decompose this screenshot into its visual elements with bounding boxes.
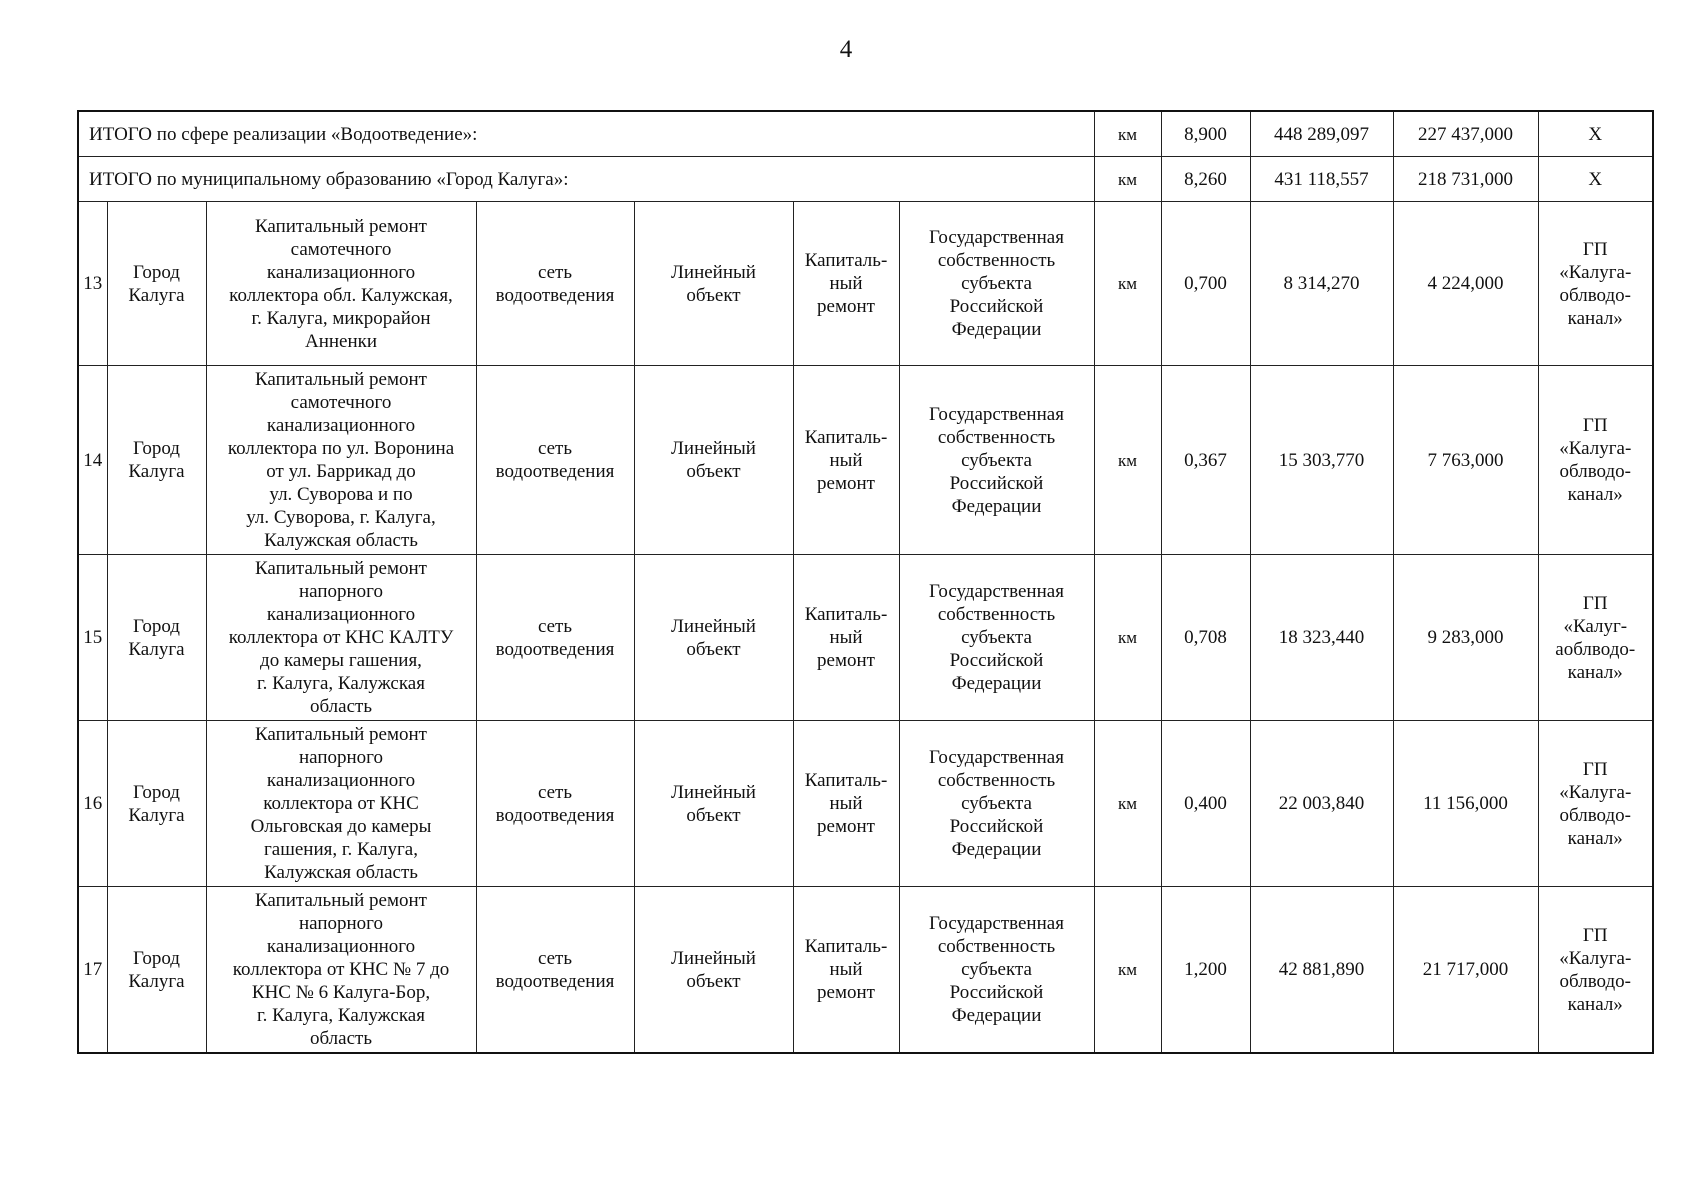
object-name-cell: Капитальный ремонт напорного канализационного коллектора от КНС Ольговская до камеры гашения, г. Калуга, Калужская область (206, 721, 476, 887)
cost2-cell: 227 437,000 (1393, 111, 1538, 157)
executor-cell: ГП «Калуга- облводо- канал» (1538, 721, 1653, 887)
unit-cell: км (1094, 887, 1161, 1054)
executor-cell: ГП «Калуга- облводо- канал» (1538, 887, 1653, 1054)
row-number: 15 (78, 555, 107, 721)
work-type-cell: Капиталь- ный ремонт (793, 555, 899, 721)
total-cost-cell: 448 289,097 (1250, 111, 1393, 157)
total-cost-cell: 42 881,890 (1250, 887, 1393, 1054)
length-cell: 8,900 (1161, 111, 1250, 157)
total-row-kaluga (78, 157, 1653, 202)
network-cell: сеть водоотведения (476, 555, 634, 721)
executor-cell: ГП «Калуга- облводо- канал» (1538, 202, 1653, 366)
length-cell: 8,260 (1161, 157, 1250, 202)
total-cost-cell: 8 314,270 (1250, 202, 1393, 366)
locality-cell: Город Калуга (107, 721, 206, 887)
length-cell: 0,367 (1161, 366, 1250, 555)
cost2-cell: 7 763,000 (1393, 366, 1538, 555)
object-type-cell: Линейный объект (634, 366, 793, 555)
investment-table (77, 110, 1654, 1054)
object-name-cell: Капитальный ремонт самотечного канализационного коллектора по ул. Воронина от ул. Баррикад до ул. Суворова и по ул. Суворова, г. Калуга, Калужская область (206, 366, 476, 555)
table-row (78, 555, 1653, 721)
total-cost-cell: 431 118,557 (1250, 157, 1393, 202)
table-row (78, 366, 1653, 555)
network-cell: сеть водоотведения (476, 202, 634, 366)
mark-cell: Х (1538, 111, 1653, 157)
object-name-cell: Капитальный ремонт самотечного канализационного коллектора обл. Калужская, г. Калуга, микрорайон Анненки (206, 202, 476, 366)
work-type-cell: Капиталь- ный ремонт (793, 721, 899, 887)
total-cost-cell: 18 323,440 (1250, 555, 1393, 721)
ownership-cell: Государственная собственность субъекта Российской Федерации (899, 721, 1094, 887)
cost2-cell: 21 717,000 (1393, 887, 1538, 1054)
table-row (78, 202, 1653, 366)
table-row (78, 887, 1653, 1054)
locality-cell: Город Калуга (107, 555, 206, 721)
locality-cell: Город Калуга (107, 366, 206, 555)
cost2-cell: 4 224,000 (1393, 202, 1538, 366)
length-cell: 0,708 (1161, 555, 1250, 721)
total-label: ИТОГО по сфере реализации «Водоотведение»: (78, 111, 1094, 157)
total-cost-cell: 15 303,770 (1250, 366, 1393, 555)
work-type-cell: Капиталь- ный ремонт (793, 202, 899, 366)
mark-cell: Х (1538, 157, 1653, 202)
network-cell: сеть водоотведения (476, 366, 634, 555)
object-type-cell: Линейный объект (634, 887, 793, 1054)
row-number: 14 (78, 366, 107, 555)
ownership-cell: Государственная собственность субъекта Российской Федерации (899, 202, 1094, 366)
unit-cell: км (1094, 202, 1161, 366)
row-number: 13 (78, 202, 107, 366)
length-cell: 1,200 (1161, 887, 1250, 1054)
unit-cell: км (1094, 366, 1161, 555)
cost2-cell: 9 283,000 (1393, 555, 1538, 721)
length-cell: 0,700 (1161, 202, 1250, 366)
length-cell: 0,400 (1161, 721, 1250, 887)
locality-cell: Город Калуга (107, 887, 206, 1054)
unit-cell: км (1094, 157, 1161, 202)
object-type-cell: Линейный объект (634, 202, 793, 366)
cost2-cell: 218 731,000 (1393, 157, 1538, 202)
network-cell: сеть водоотведения (476, 721, 634, 887)
page-number: 4 (839, 36, 853, 63)
table-row (78, 721, 1653, 887)
total-cost-cell: 22 003,840 (1250, 721, 1393, 887)
unit-cell: км (1094, 721, 1161, 887)
ownership-cell: Государственная собственность субъекта Российской Федерации (899, 555, 1094, 721)
object-name-cell: Капитальный ремонт напорного канализационного коллектора от КНС № 7 до КНС № 6 Калуга-Бор, г. Калуга, Калужская область (206, 887, 476, 1054)
total-label: ИТОГО по муниципальному образованию «Город Калуга»: (78, 157, 1094, 202)
executor-cell: ГП «Калуга- облводо- канал» (1538, 366, 1653, 555)
unit-cell: км (1094, 555, 1161, 721)
executor-cell: ГП «Калуг- аоблводо- канал» (1538, 555, 1653, 721)
row-number: 16 (78, 721, 107, 887)
object-type-cell: Линейный объект (634, 555, 793, 721)
unit-cell: км (1094, 111, 1161, 157)
work-type-cell: Капиталь- ный ремонт (793, 366, 899, 555)
object-name-cell: Капитальный ремонт напорного канализационного коллектора от КНС КАЛТУ до камеры гашения, г. Калуга, Калужская область (206, 555, 476, 721)
total-row-water-disposal (78, 111, 1653, 157)
cost2-cell: 11 156,000 (1393, 721, 1538, 887)
network-cell: сеть водоотведения (476, 887, 634, 1054)
ownership-cell: Государственная собственность субъекта Российской Федерации (899, 366, 1094, 555)
ownership-cell: Государственная собственность субъекта Российской Федерации (899, 887, 1094, 1054)
locality-cell: Город Калуга (107, 202, 206, 366)
object-type-cell: Линейный объект (634, 721, 793, 887)
row-number: 17 (78, 887, 107, 1054)
work-type-cell: Капиталь- ный ремонт (793, 887, 899, 1054)
